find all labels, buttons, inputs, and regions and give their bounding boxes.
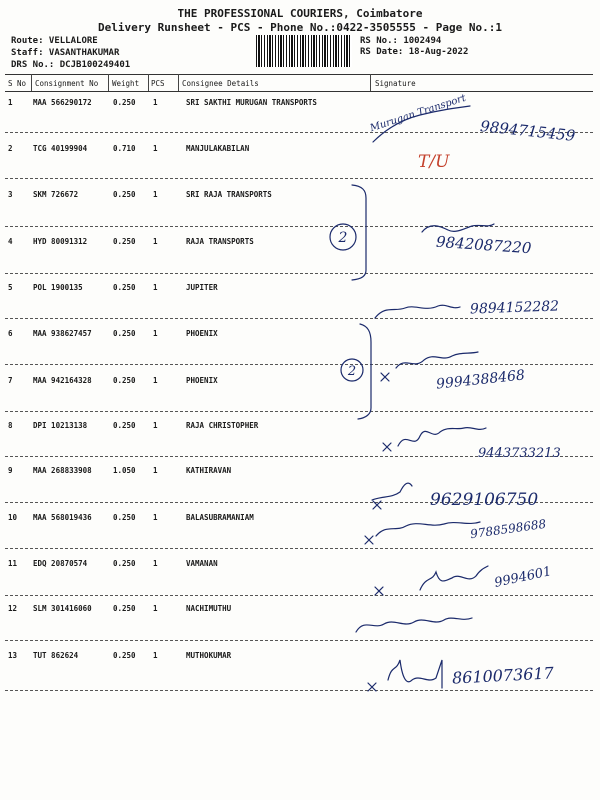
rs-number: RS No.: 1002494 bbox=[360, 36, 442, 46]
signature-scribble bbox=[372, 483, 412, 500]
row-consignment: MAA 938627457 bbox=[33, 329, 92, 338]
bracket-mark bbox=[352, 185, 366, 280]
cross-mark bbox=[373, 501, 381, 509]
row-weight: 0.250 bbox=[113, 513, 136, 522]
signature-scribble bbox=[376, 522, 480, 536]
row-consignee: VAMANAN bbox=[186, 559, 218, 568]
handwritten-phone: 9629106750 bbox=[430, 490, 539, 510]
handwritten-phone: 9994601 bbox=[493, 564, 553, 591]
handwritten-phone: 9788598688 bbox=[469, 516, 547, 542]
row-consignment: HYD 80091312 bbox=[33, 237, 88, 246]
row-pcs: 1 bbox=[153, 329, 158, 338]
cross-mark bbox=[381, 373, 389, 381]
row-consignment: POL 1900135 bbox=[33, 283, 83, 292]
col-header-consignee: Consignee Details bbox=[182, 79, 259, 88]
handwritten-phone: 9894152282 bbox=[469, 298, 560, 318]
row-pcs: 1 bbox=[153, 376, 158, 385]
row-sno: 9 bbox=[8, 466, 13, 475]
row-pcs: 1 bbox=[153, 466, 158, 475]
row-consignment: TUT 862624 bbox=[33, 651, 79, 660]
row-pcs: 1 bbox=[153, 283, 158, 292]
handwritten-phone: 9443733213 bbox=[478, 446, 561, 461]
col-header-pcs: PCS bbox=[151, 79, 165, 88]
row-consignment: MAA 942164328 bbox=[33, 376, 92, 385]
row-consignee: RAJA CHRISTOPHER bbox=[186, 421, 259, 430]
row-sno: 8 bbox=[8, 421, 13, 430]
row-consignee: JUPITER bbox=[186, 283, 218, 292]
row-sno: 5 bbox=[8, 283, 13, 292]
row-sno: 2 bbox=[8, 144, 13, 153]
row-consignee: SRI SAKTHI MURUGAN TRANSPORTS bbox=[186, 98, 317, 107]
row-pcs: 1 bbox=[153, 651, 158, 660]
cross-mark bbox=[383, 443, 391, 451]
row-consignee: MANJULAKABILAN bbox=[186, 144, 250, 153]
handwritten-phone: 9842087220 bbox=[435, 232, 532, 258]
drs-number: DRS No.: DCJB100249401 bbox=[11, 60, 131, 70]
row-weight: 0.250 bbox=[113, 421, 136, 430]
row-weight: 0.250 bbox=[113, 559, 136, 568]
signature-scribble bbox=[375, 305, 460, 318]
row-pcs: 1 bbox=[153, 421, 158, 430]
row-sno: 4 bbox=[8, 237, 13, 246]
row-weight: 1.050 bbox=[113, 466, 136, 475]
handwritten-name: Murugan Transport bbox=[368, 92, 468, 135]
handwritten-phone: 9894715459 bbox=[479, 117, 577, 145]
row-pcs: 1 bbox=[153, 144, 158, 153]
staff-label: Staff: VASANTHAKUMAR bbox=[11, 48, 120, 58]
company-title: THE PROFESSIONAL COURIERS, Coimbatore bbox=[177, 7, 423, 20]
row-consignment: EDQ 20870574 bbox=[33, 559, 88, 568]
row-consignment: SLM 301416060 bbox=[33, 604, 92, 613]
row-weight: 0.710 bbox=[113, 144, 136, 153]
runsheet-title: Delivery Runsheet - PCS - Phone No.:0422-3505555 - Page No.:1 bbox=[98, 21, 502, 34]
row-pcs: 1 bbox=[153, 98, 158, 107]
row-pcs: 1 bbox=[153, 559, 158, 568]
row-consignee: BALASUBRAMANIAM bbox=[186, 513, 254, 522]
row-consignment: MAA 568019436 bbox=[33, 513, 92, 522]
row-weight: 0.250 bbox=[113, 237, 136, 246]
handwritten-phone: 9994388468 bbox=[435, 367, 526, 393]
row-consignee: RAJA TRANSPORTS bbox=[186, 237, 254, 246]
row-weight: 0.250 bbox=[113, 376, 136, 385]
col-header-sno: S No bbox=[8, 79, 27, 88]
row-sno: 7 bbox=[8, 376, 13, 385]
col-header-signature: Signature bbox=[375, 79, 416, 88]
signature-scribble bbox=[356, 618, 472, 632]
row-consignee: SRI RAJA TRANSPORTS bbox=[186, 190, 272, 199]
signature-scribble bbox=[420, 566, 488, 590]
rs-date: RS Date: 18-Aug-2022 bbox=[360, 47, 469, 57]
row-consignee: PHOENIX bbox=[186, 329, 218, 338]
row-consignment: SKM 726672 bbox=[33, 190, 79, 199]
handwritten-mark: T/U bbox=[418, 152, 450, 172]
row-weight: 0.250 bbox=[113, 190, 136, 199]
row-sno: 12 bbox=[8, 604, 18, 613]
row-sno: 3 bbox=[8, 190, 13, 199]
cross-mark bbox=[365, 536, 373, 544]
handwritten-phone: 8610073617 bbox=[451, 663, 555, 688]
row-sno: 1 bbox=[8, 98, 13, 107]
row-consignment: MAA 268833908 bbox=[33, 466, 92, 475]
row-consignee: MUTHOKUMAR bbox=[186, 651, 232, 660]
row-weight: 0.250 bbox=[113, 604, 136, 613]
row-consignee: NACHIMUTHU bbox=[186, 604, 232, 613]
row-consignment: TCG 40199904 bbox=[33, 144, 88, 153]
cross-mark bbox=[368, 683, 376, 691]
row-pcs: 1 bbox=[153, 190, 158, 199]
signature-scribble bbox=[422, 224, 494, 232]
row-consignment: MAA 566290172 bbox=[33, 98, 92, 107]
row-pcs: 1 bbox=[153, 513, 158, 522]
row-pcs: 1 bbox=[153, 604, 158, 613]
row-weight: 0.250 bbox=[113, 283, 136, 292]
col-header-consignment: Consignment No bbox=[35, 79, 99, 88]
row-consignee: KATHIRAVAN bbox=[186, 466, 232, 475]
circle-number: 2 bbox=[338, 230, 348, 246]
row-sno: 11 bbox=[8, 559, 18, 568]
row-sno: 10 bbox=[8, 513, 18, 522]
signature-scribble bbox=[396, 352, 478, 368]
row-weight: 0.250 bbox=[113, 329, 136, 338]
row-sno: 13 bbox=[8, 651, 18, 660]
row-consignee: PHOENIX bbox=[186, 376, 218, 385]
circle-number: 2 bbox=[347, 364, 357, 379]
row-consignment: DPI 10213138 bbox=[33, 421, 88, 430]
row-weight: 0.250 bbox=[113, 651, 136, 660]
row-weight: 0.250 bbox=[113, 98, 136, 107]
signature-scribble bbox=[388, 660, 442, 688]
signature-scribble bbox=[398, 428, 486, 446]
bracket-mark bbox=[358, 324, 371, 419]
row-sno: 6 bbox=[8, 329, 13, 338]
cross-mark bbox=[375, 587, 383, 595]
col-header-weight: Weight bbox=[112, 79, 140, 88]
route-label: Route: VELLALORE bbox=[11, 36, 98, 46]
row-pcs: 1 bbox=[153, 237, 158, 246]
